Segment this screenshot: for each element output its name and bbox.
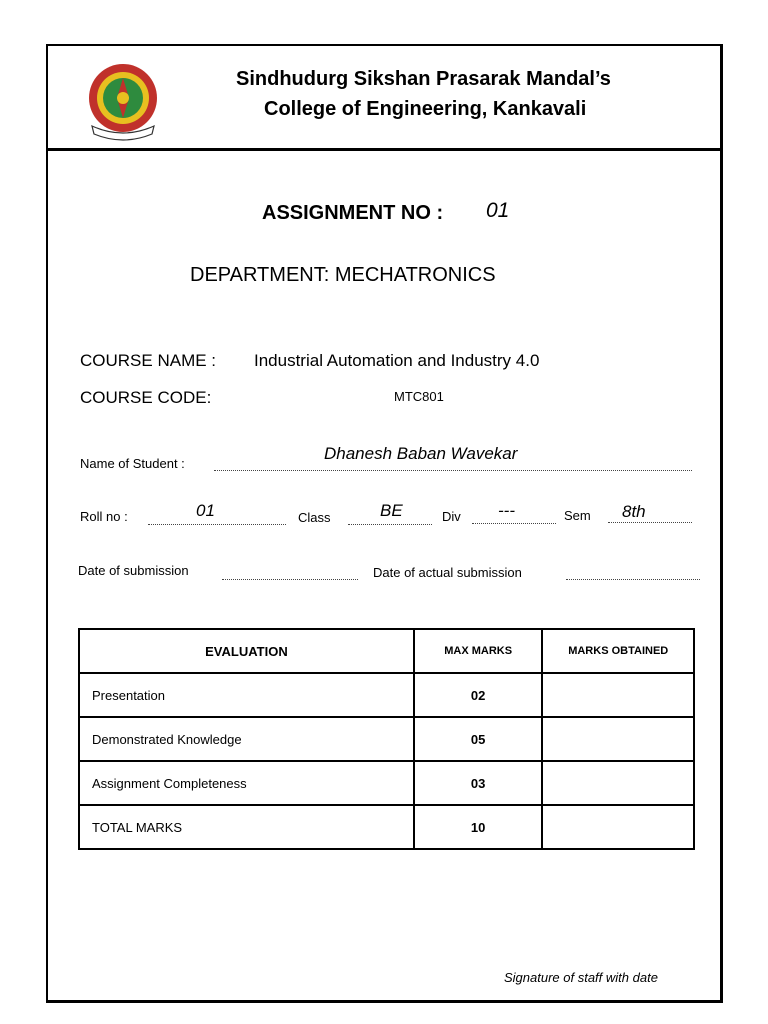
submission-date-label: Date of submission — [78, 563, 189, 578]
evaluation-header: EVALUATION — [79, 629, 414, 673]
submission-date-line — [222, 579, 358, 580]
max-marks-cell: 03 — [414, 761, 543, 805]
evaluation-table — [78, 628, 695, 850]
div-label: Div — [442, 509, 461, 524]
table-row — [79, 805, 694, 849]
course-name-label: COURSE NAME : — [80, 351, 217, 370]
div-value: --- — [498, 501, 515, 520]
marks-obtained-cell — [542, 761, 694, 805]
sem-value: 8th — [622, 502, 646, 521]
div-line — [472, 523, 556, 524]
assignment-label: ASSIGNMENT NO : — [262, 202, 444, 224]
college-header — [48, 46, 720, 151]
college-trust-name: Sindhudurg Sikshan Prasarak Mandal’s — [236, 68, 611, 90]
evaluation-header-row — [79, 629, 694, 673]
class-line — [348, 524, 432, 525]
marks-obtained-cell — [542, 717, 694, 761]
sem-label: Sem — [564, 508, 591, 523]
actual-submission-date-line — [566, 579, 700, 580]
course-code-label: COURSE CODE: — [80, 388, 212, 407]
marks-obtained-cell — [542, 805, 694, 849]
assignment-number: 01 — [486, 199, 510, 222]
criterion-cell: Demonstrated Knowledge — [79, 717, 414, 761]
actual-submission-date-label: Date of actual submission — [373, 565, 522, 580]
roll-value: 01 — [196, 501, 215, 520]
criterion-cell: TOTAL MARKS — [79, 805, 414, 849]
max-marks-header: MAX MARKS — [414, 629, 543, 673]
roll-label: Roll no : — [80, 509, 128, 524]
student-name-label: Name of Student : — [80, 456, 185, 471]
staff-signature-label: Signature of staff with date — [504, 970, 658, 985]
marks-obtained-header: MARKS OBTAINED — [542, 629, 694, 673]
max-marks-cell: 10 — [414, 805, 543, 849]
marks-obtained-cell — [542, 673, 694, 717]
roll-line — [148, 524, 286, 525]
table-row — [79, 761, 694, 805]
criterion-cell: Assignment Completeness — [79, 761, 414, 805]
sem-line — [608, 522, 692, 523]
student-name-line — [214, 470, 692, 471]
document-frame — [46, 44, 723, 1003]
class-value: BE — [380, 501, 403, 520]
course-code-value: MTC801 — [394, 389, 444, 404]
table-row — [79, 717, 694, 761]
college-logo-icon — [78, 56, 168, 146]
max-marks-cell: 05 — [414, 717, 543, 761]
class-label: Class — [298, 510, 331, 525]
table-row — [79, 673, 694, 717]
criterion-cell: Presentation — [79, 673, 414, 717]
course-name-value: Industrial Automation and Industry 4.0 — [254, 351, 540, 370]
college-name: College of Engineering, Kankavali — [264, 98, 587, 120]
max-marks-cell: 02 — [414, 673, 543, 717]
student-name-value: Dhanesh Baban Wavekar — [324, 444, 518, 463]
department-title: DEPARTMENT: MECHATRONICS — [190, 264, 496, 286]
